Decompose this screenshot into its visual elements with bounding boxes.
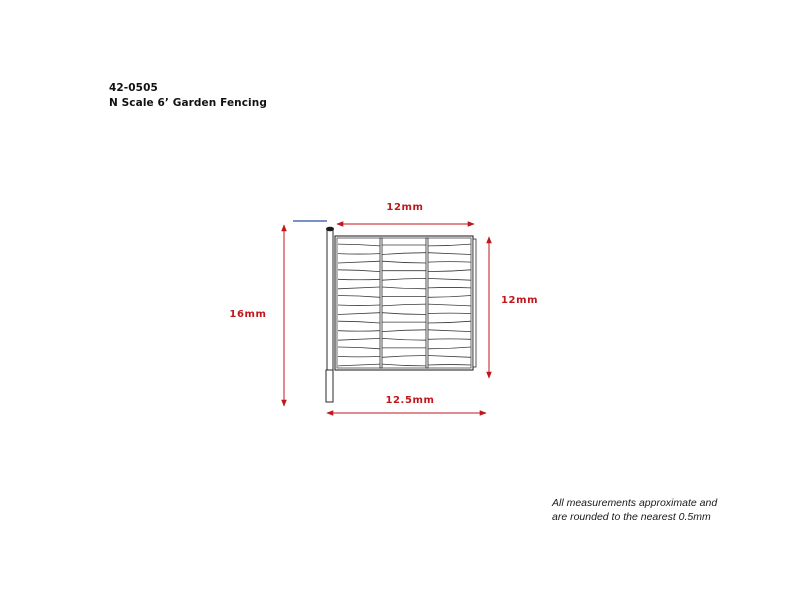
dimension-label: 12.5mm (385, 395, 435, 406)
dimension-label: 12mm (501, 295, 539, 306)
measurement-note (552, 496, 717, 524)
dimension-panel-width (337, 202, 474, 224)
post-lower (326, 370, 333, 402)
note-line-1: All measurements approximate and (552, 497, 718, 509)
panel-divider-right (426, 238, 428, 368)
note-line-2: are rounded to the nearest 0.5mm (552, 511, 711, 523)
panel-right-edge (473, 239, 476, 367)
fence-post (326, 227, 334, 402)
dimension-label: 12mm (386, 202, 424, 213)
product-name: N Scale 6’ Garden Fencing (109, 97, 267, 109)
fence-panel (335, 236, 476, 370)
panel-divider-left (380, 238, 382, 368)
panel-frame (335, 236, 473, 370)
dimension-overall-width (327, 395, 486, 413)
product-code: 42-0505 (109, 82, 158, 94)
dimension-overall-height (229, 225, 284, 406)
dimension-label: 16mm (229, 309, 267, 320)
post-cap (326, 227, 334, 232)
post-upper (327, 228, 333, 370)
dimension-panel-height (489, 237, 538, 378)
